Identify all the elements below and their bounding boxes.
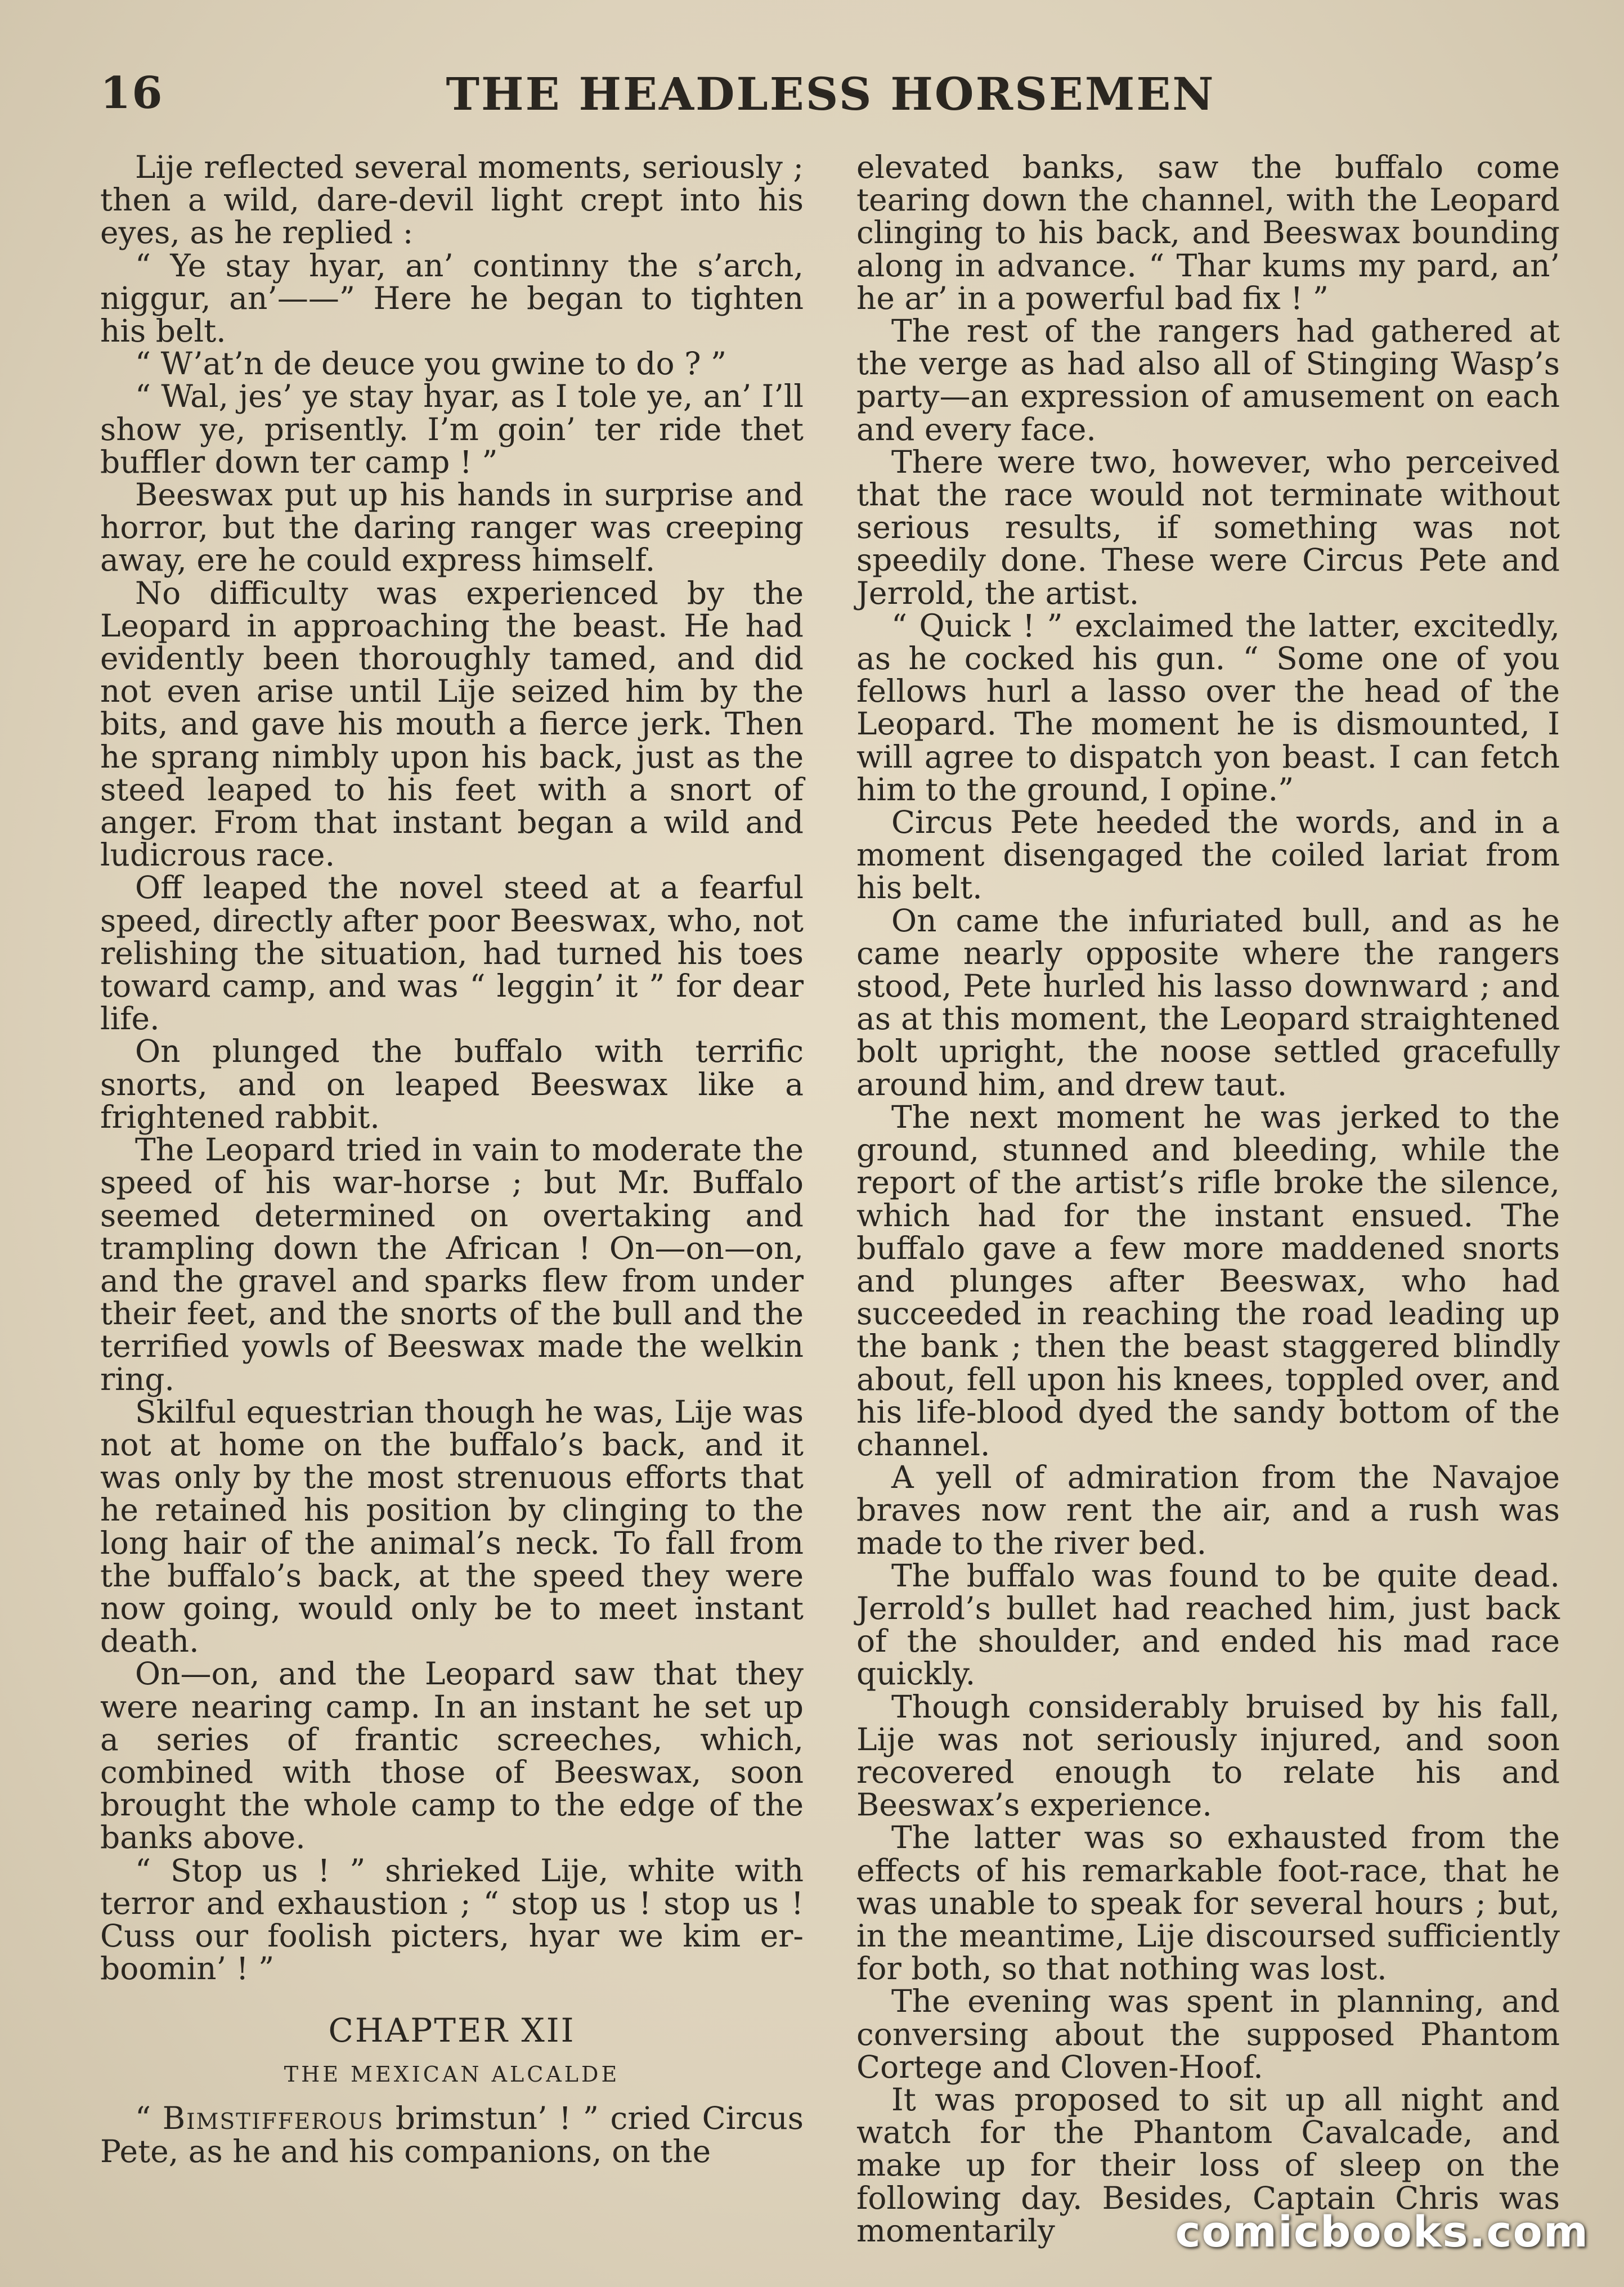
paragraph: The rest of the rangers had gathered at the verge as had also all of Stinging Wasp’s party—an expression of amusement on each and every face. (856, 313, 1560, 447)
paragraph: The evening was spent in planning, and conversing about the supposed Phantom Cortege and Cloven-Hoof. (856, 1983, 1560, 2085)
paragraph: “ W’at’n de deuce you gwine to do ? ” (135, 346, 727, 382)
paragraph: “ Stop us ! ” shrieked Lije, white with terror and exhaustion ; “ stop us ! stop us ! Cuss our foolish picters, hyar we kim er-boomin’ ! ” (100, 1852, 804, 1987)
paragraph: The latter was so exhausted from the effects of his remarkable foot-race, that he was unable to speak for several hours ; but, in the meantime, Lije discoursed sufficiently for both, so that nothing was lost. (856, 1819, 1560, 1987)
paragraph: On—on, and the Leopard saw that they were nearing camp. In an instant he set up a series of frantic screeches, which, combined with those of Beeswax, soon brought the whole camp to the edge of the banks above. (100, 1656, 804, 1856)
paragraph: It was proposed to sit up all night and watch for the Phantom Cavalcade, and make up for their loss of sleep on the following day. Besides, Captain Chris was momentarily (856, 2081, 1560, 2249)
page-header (100, 68, 1561, 129)
right-column (856, 151, 1560, 2247)
paragraph: Beeswax put up his hands in surprise and horror, but the daring ranger was creeping away, ere he could express himself. (100, 477, 804, 579)
paragraph: “ Wal, jes’ ye stay hyar, as I tole ye, an’ I’ll show ye, prisently. I’m goin’ ter ride thet buffler down ter camp ! ” (100, 378, 804, 480)
paragraph: “ Ye stay hyar, an’ continny the s’arch, niggur, an’——” Here he began to tighten his belt. (100, 247, 804, 349)
paragraph: Though considerably bruised by his fall, Lije was not seriously injured, and soon recovered enough to relate his and Beeswax’s experience. (856, 1688, 1560, 1823)
paragraph: There were two, however, who perceived that the race would not terminate without serious results, if something was not speedily done. These were Circus Pete and Jerrold, the artist. (856, 443, 1560, 611)
page-number: 16 (100, 68, 164, 119)
paragraph: On plunged the buffalo with terrific snorts, and on leaped Beeswax like a frightened rabbit. (100, 1033, 804, 1135)
paragraph: The buffalo was found to be quite dead. Jerrold’s bullet had reached him, just back of the shoulder, and ended his mad race quickly. (856, 1557, 1560, 1692)
paragraph: Off leaped the novel steed at a fearful speed, directly after poor Beeswax, who, not relishing the situation, had turned his toes toward camp, and was “ leggin’ it ” for dear life. (100, 869, 804, 1037)
paragraph: The next moment he was jerked to the ground, stunned and bleeding, while the report of the artist’s rifle broke the silence, which had for the instant ensued. The buffalo gave a few more maddened snorts and plunges after Beeswax, who had succeeded in reaching the road leading up the bank ; then the beast staggered blindly about, fell upon his knees, toppled over, and his life-blood dyed the sandy bottom of the channel. (856, 1098, 1560, 1463)
paragraph: Lije reflected several moments, seriously ; then a wild, dare-devil light crept into his eyes, as he replied : (100, 149, 804, 251)
running-head: THE HEADLESS HORSEMEN (446, 68, 1215, 120)
left-column (100, 151, 804, 2168)
opening-rest: brimstun’ ! ” cried Circus Pete, as he and his companions, on the (100, 2100, 804, 2169)
paragraph: The Leopard tried in vain to moderate the speed of his war-horse ; but Mr. Buffalo seemed determined on overtaking and trampling down the African ! On—on—on, and the gravel and sparks flew from under their feet, and the snorts of the bull and the terrified yowls of Beeswax made the welkin ring. (100, 1132, 804, 1397)
paragraph: On came the infuriated bull, and as he came nearly opposite where the rangers stood, Pete hurled his lasso downward ; and as at this moment, the Leopard straightened bolt upright, the noose settled gracefully around him, and drew taut. (856, 902, 1560, 1102)
chapter-opening-paragraph (100, 2102, 804, 2167)
watermark: comicbooks.com (1175, 2207, 1589, 2257)
opening-smallcaps-word: Bimstifferous (162, 2100, 384, 2137)
paragraph: “ Quick ! ” exclaimed the latter, excitedly, as he cocked his gun. “ Some one of you fellows hurl a lasso over the head of the Leopard. The moment he is dismounted, I will agree to dispatch yon beast. I can fetch him to the ground, I opine.” (856, 607, 1560, 808)
chapter-subtitle: THE MEXICAN ALCALDE (284, 2062, 620, 2087)
paragraph: A yell of admiration from the Navajoe braves now rent the air, and a rush was made to the river bed. (856, 1459, 1560, 1561)
paragraph: Skilful equestrian though he was, Lije was not at home on the buffalo’s back, and it was only by the most strenuous efforts that he retained his position by clinging to the long hair of the animal’s neck. To fall from the buffalo’s back, at the speed they were now going, would only be to meet instant death. (100, 1393, 804, 1660)
paragraph: elevated banks, saw the buffalo come tearing down the channel, with the Leopard clinging to his back, and Beeswax bounding along in advance. “ Thar kums my pard, an’ he ar’ in a powerful bad fix ! ” (856, 149, 1560, 316)
paragraph: No difficulty was experienced by the Leopard in approaching the beast. He had evidently been thoroughly tamed, and did not even arise until Lije seized him by the bits, and gave his mouth a fierce jerk. Then he sprang nimbly upon his back, just as the steed leaped to his feet with a snort of anger. From that instant began a wild and ludicrous race. (100, 575, 804, 873)
chapter-title: CHAPTER XII (328, 2011, 576, 2050)
paragraph: Circus Pete heeded the words, and in a moment disengaged the coiled lariat from his belt. (856, 804, 1560, 906)
opening-quote: “ (135, 2100, 163, 2137)
